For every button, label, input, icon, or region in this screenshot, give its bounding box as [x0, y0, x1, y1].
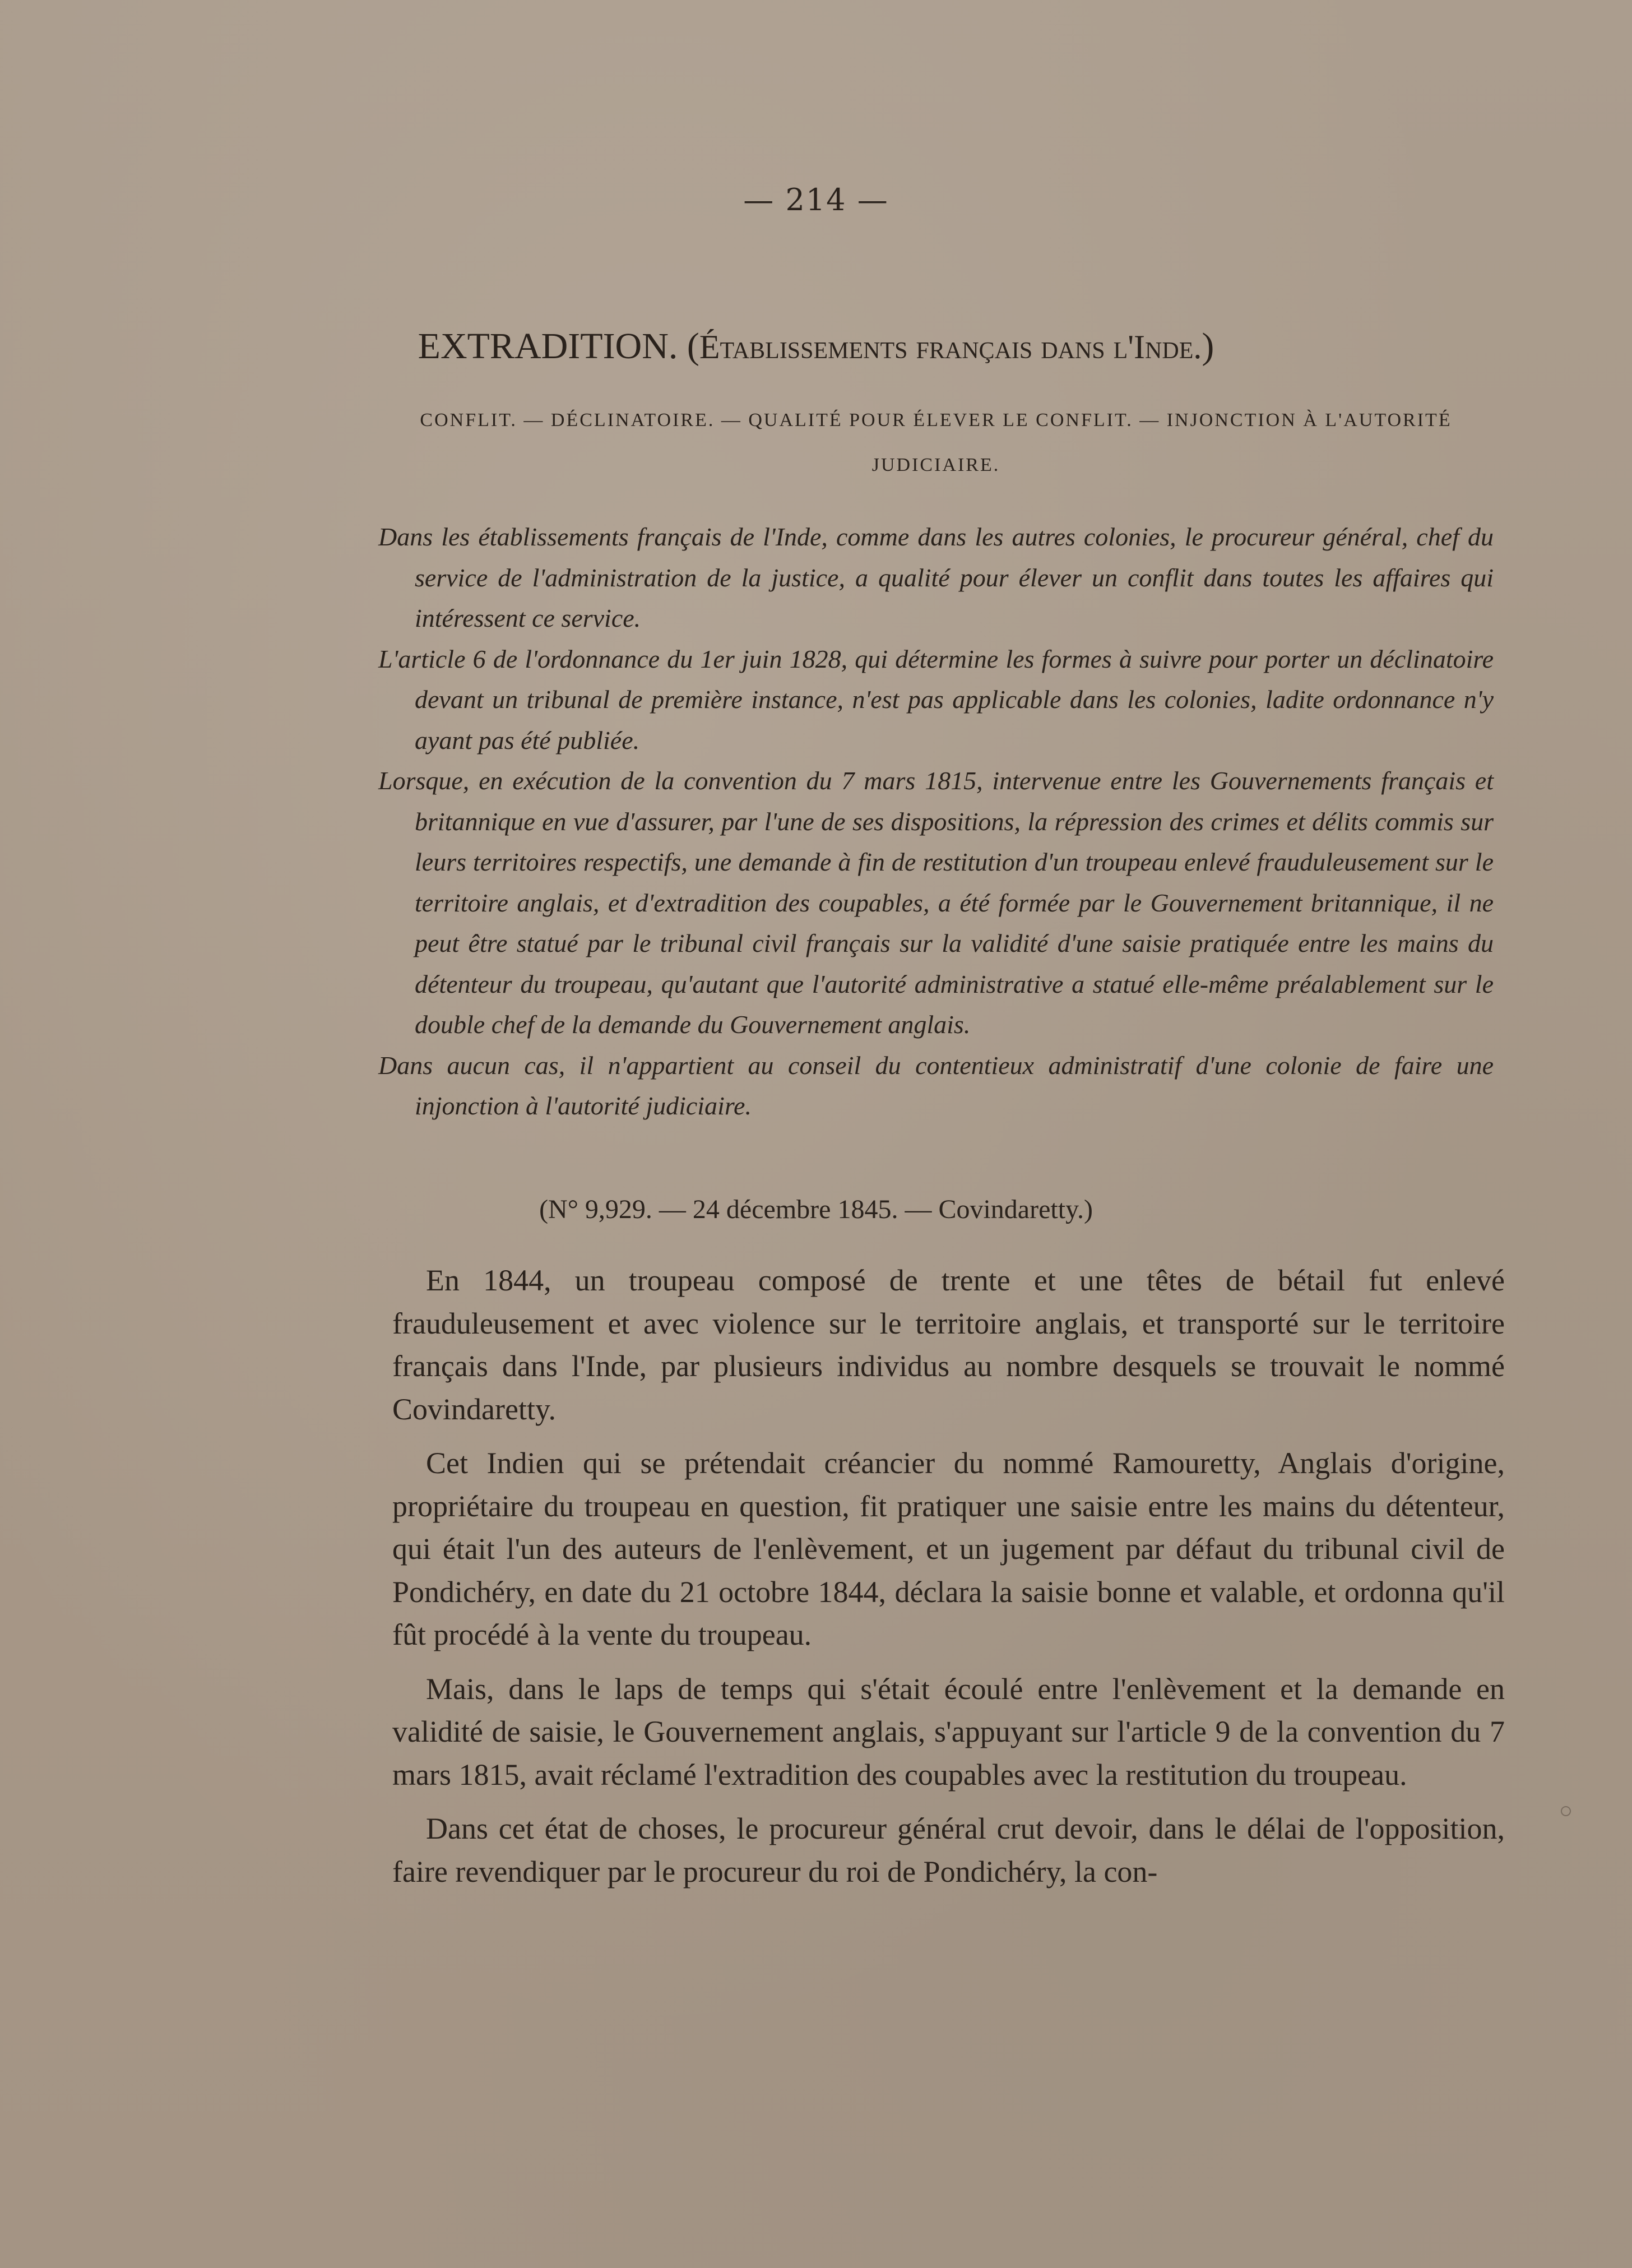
heading-close-paren: ): [1202, 326, 1214, 367]
body-paragraph: Mais, dans le laps de temps qui s'était écoulé entre l'enlèvement et la demande en validité de saisie, le Gouvernement anglais, s'appuyant sur l'article 9 de la convention du 7 mars 1815, avait réclamé l'extradition des coupables avec la restitution du troupeau.: [392, 1672, 1505, 1792]
summary-paragraph: Lorsque, en exécution de la convention du 7 mars 1815, intervenue entre les Gouvernements français et britannique en vue d'assurer, par l'une de ses dispositions, la répression des crimes et délits commis sur leurs territoires respectifs, une demande à fin de restitution d'un troupeau enlevé frauduleusement sur le territoire anglais, et d'extradition des coupables, a été formée par le Gouvernement britannique, il ne peut être statué par le tribunal civil français sur la validité d'une saisie pratiquée entre les mains du détenteur du troupeau, qu'autant que l'autorité administrative a statué elle-même préalablement sur le double chef de la demande du Gouvernement anglais.: [378, 766, 1494, 1039]
summary-paragraph: L'article 6 de l'ordonnance du 1er juin 1828, qui détermine les formes à suivre pour porter un déclinatoire devant un tribunal de première instance, n'est pas applicable dans les colonies, ladite ordonnance n'y ayant pas été publiée.: [378, 644, 1494, 755]
heading-qualifier: Établissements français dans l'Inde.: [699, 328, 1202, 365]
case-citation: (N° 9,929. — 24 décembre 1845. — Covindaretty.): [539, 1195, 1093, 1224]
heading-main: EXTRADITION.: [418, 326, 678, 367]
heading-open-paren: (: [687, 326, 699, 367]
paper-blemish: [1561, 1806, 1571, 1816]
summary-block: [378, 517, 1494, 1127]
body-paragraph: Cet Indien qui se prétendait créancier du nommé Ramouretty, Anglais d'origine, propriétaire du troupeau en question, fit pratiquer une saisie entre les mains du détenteur, qui était l'un des auteurs de l'enlèvement, et un jugement par défaut du tribunal civil de Pondichéry, en date du 21 octobre 1844, déclara la saisie bonne et valable, et ordonna qu'il fût procédé à la vente du troupeau.: [392, 1446, 1505, 1651]
summary-paragraph: Dans aucun cas, il n'appartient au conseil du contentieux administratif d'une colonie de faire une injonction à l'autorité judiciaire.: [378, 1050, 1494, 1120]
body-text: [392, 1259, 1505, 1904]
page-number: — 214 —: [743, 182, 889, 217]
summary-paragraph: Dans les établissements français de l'Inde, comme dans les autres colonies, le procureur général, chef du service de l'administration de la justice, a qualité pour élever un conflit dans toutes les affaires qui intéressent ce service.: [378, 522, 1494, 632]
section-heading: [0, 324, 1632, 369]
body-paragraph: En 1844, un troupeau composé de trente et une têtes de bétail fut enlevé frauduleusement et avec violence sur le territoire anglais, et transporté sur le territoire français dans l'Inde, par plusieurs individus au nombre desquels se trouvait le nommé Covindaretty.: [392, 1263, 1505, 1426]
body-paragraph: Dans cet état de choses, le procureur général crut devoir, dans le délai de l'opposition, faire revendiquer par le procureur du roi de Pondichéry, la con-: [392, 1812, 1505, 1889]
subject-keywords: CONFLIT. — DÉCLINATOIRE. — QUALITÉ POUR ÉLEVER LE CONFLIT. — INJONCTION À L'AUTORITÉ JUDICIAIRE.: [420, 410, 1452, 475]
